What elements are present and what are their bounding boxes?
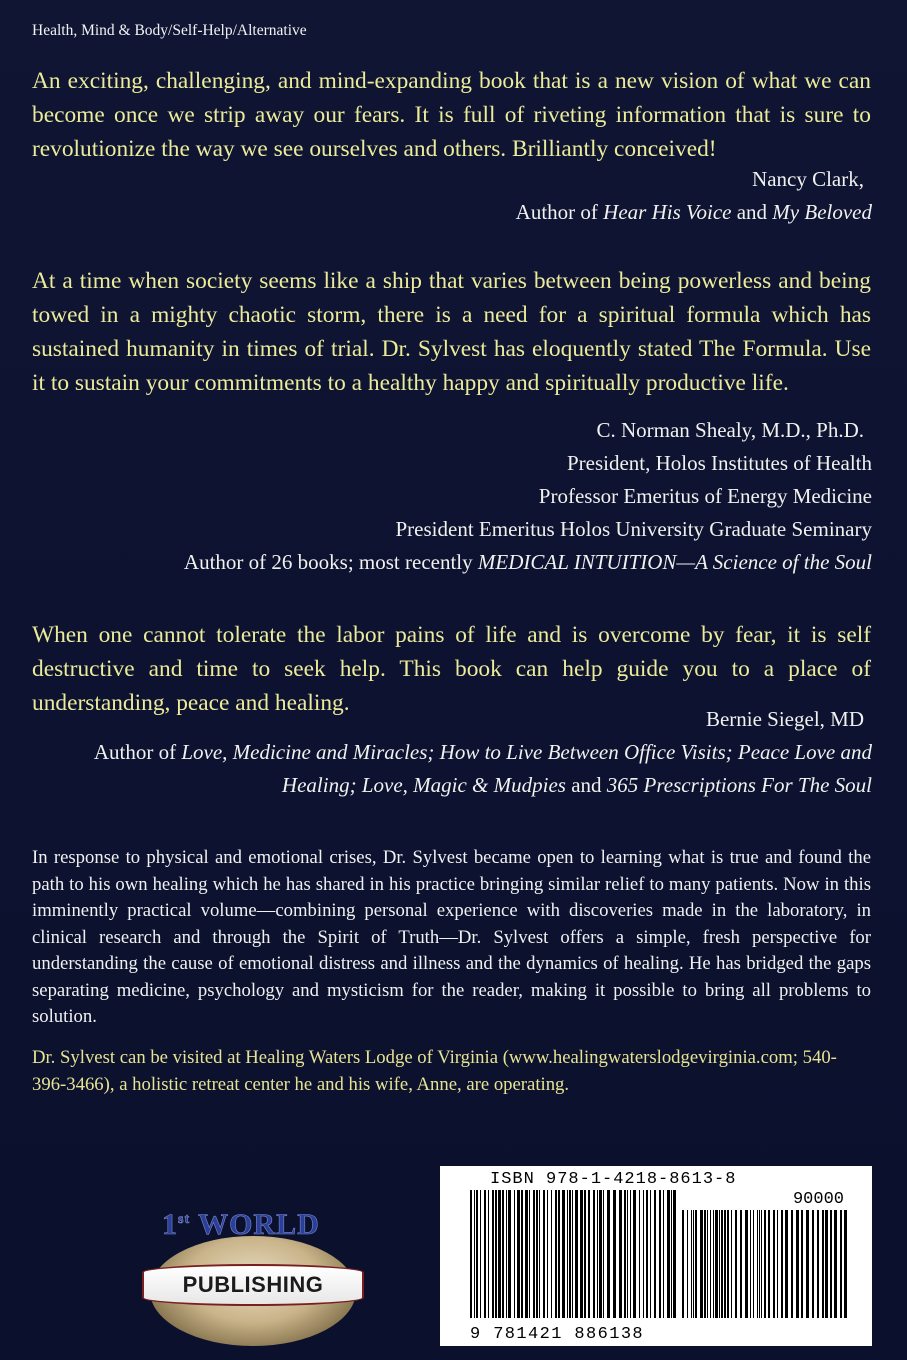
publisher-logo xyxy=(148,1206,358,1346)
attribution-title: Professor Emeritus of Energy Medicine xyxy=(538,484,872,508)
category-label: Health, Mind & Body/Self-Help/Alternative xyxy=(32,22,307,39)
author-visit-info: Dr. Sylvest can be visited at Healing Waters Lodge of Virginia (www.healingwaterslodgevirginia.com; 540-396-3466), a holistic retreat center he and his wife, Anne, are operating. xyxy=(32,1047,837,1095)
attribution-credit: Author of Hear His Voice and My Beloved xyxy=(515,200,872,224)
attribution-bernie-siegel xyxy=(94,703,872,802)
logo-banner: PUBLISHING xyxy=(142,1264,364,1306)
quote-bernie-siegel: When one cannot tolerate the labor pains of life and is overcome by fear, it is self destructive and time to seek help. This book can help guide you to a place of understanding, peace and healing. xyxy=(32,622,871,716)
isbn-label: ISBN 978-1-4218-8613-8 xyxy=(490,1170,737,1189)
price-code: 90000 xyxy=(792,1190,844,1209)
attribution-title: President Emeritus Holos University Graduate Seminary xyxy=(395,517,872,541)
quote-norman-shealy: At a time when society seems like a ship that varies between being powerless and being towed in a mighty chaotic storm, there is a need for a spiritual formula which has sustained humanity in times of trial. Dr. Sylvest has eloquently stated The Formula. Use it to sustain your commitments to a healthy happy and spiritually productive life. xyxy=(32,268,871,396)
attribution-credit: Author of Love, Medicine and Miracles; How to Live Between Office Visits; Peace Love and xyxy=(93,740,872,764)
isbn-barcode xyxy=(440,1166,872,1346)
quote-nancy-clark: An exciting, challenging, and mind-expanding book that is a new vision of what we can become once we strip away our fears. It is full of riveting information that is sure to revolutionize the way we see ourselves and others. Brilliantly conceived! xyxy=(32,68,871,162)
attribution-name: Nancy Clark, xyxy=(752,167,864,191)
attribution-credit: Author of 26 books; most recently MEDICAL INTUITION—A Science of the Soul xyxy=(183,550,872,574)
attribution-norman-shealy xyxy=(184,414,872,579)
barcode-bars xyxy=(470,1190,850,1318)
attribution-name: Bernie Siegel, MD xyxy=(705,707,864,731)
attribution-nancy-clark xyxy=(516,163,872,229)
attribution-credit: Healing; Love, Magic & Mudpies and 365 Prescriptions For The Soul xyxy=(281,773,872,797)
logo-wordmark: 1st WORLD xyxy=(162,1208,320,1241)
barcode-number: 9 781421 886138 xyxy=(470,1325,645,1344)
book-description: In response to physical and emotional crises, Dr. Sylvest became open to learning what is true and found the path to his own healing which he has shared in his practice bringing similar relief to many patients. Now in this imminently practical volume—combining personal experience with discoveries made in the laboratory, in clinical research and through the Spirit of Truth—Dr. Sylvest offers a simple, fresh perspective for understanding the cause of emotional distress and illness and the dynamics of healing. He has bridged the gaps separating medicine, psychology and mysticism for the reader, making it possible to bring all problems to solution. xyxy=(32,847,871,1027)
attribution-title: President, Holos Institutes of Health xyxy=(566,451,872,475)
attribution-name: C. Norman Shealy, M.D., Ph.D. xyxy=(596,418,864,442)
